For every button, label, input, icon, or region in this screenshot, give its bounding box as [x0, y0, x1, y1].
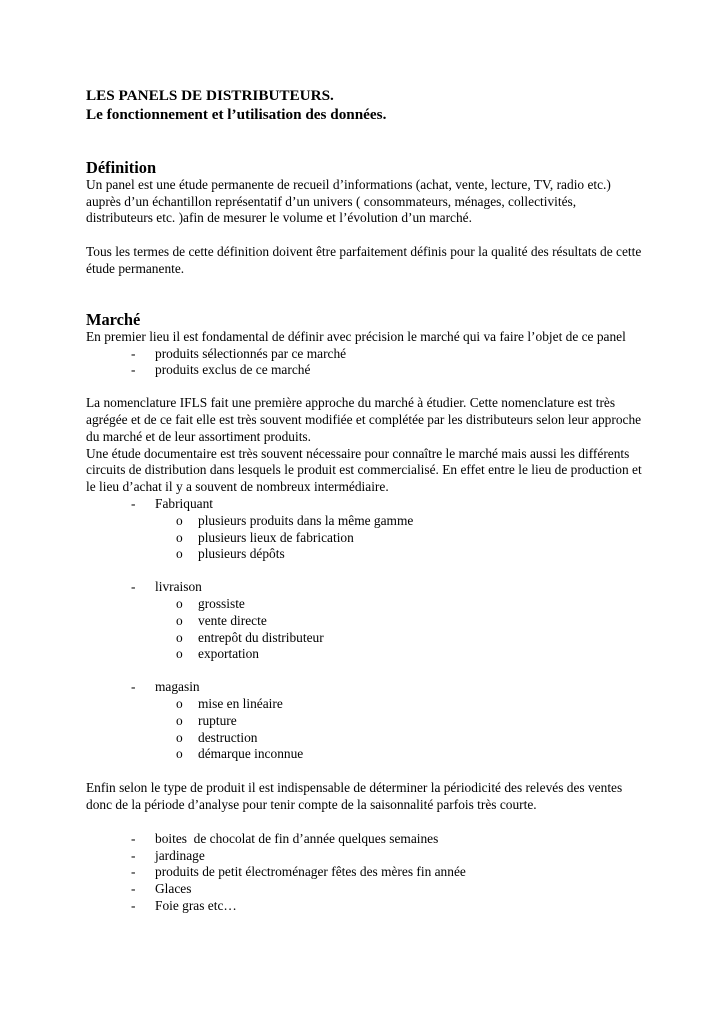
- dash-bullet: -: [131, 864, 136, 880]
- list-item-text: produits de petit électroménager fêtes des mères fin année: [155, 864, 466, 880]
- circuit-label: magasin: [155, 679, 200, 695]
- market-scope-list: [86, 346, 646, 380]
- list-item: [86, 630, 646, 647]
- circle-bullet: o: [176, 712, 183, 728]
- dash-bullet: -: [131, 579, 136, 595]
- circle-bullet: o: [176, 612, 183, 628]
- distribution-circuits-list: [86, 496, 646, 513]
- list-item-text: entrepôt du distributeur: [198, 629, 324, 645]
- list-item-text: plusieurs dépôts: [198, 546, 285, 562]
- circle-bullet: o: [176, 629, 183, 645]
- circuit-item-fabriquant: [86, 496, 646, 513]
- list-item: [86, 881, 646, 898]
- marche-intro-paragraph: En premier lieu il est fondamental de définir avec précision le marché qui va faire l’objet de ce panel: [86, 328, 626, 344]
- circuit-item-magasin: [86, 679, 646, 696]
- marche-heading: Marché: [86, 309, 141, 329]
- document-title-line-1: LES PANELS DE DISTRIBUTEURS.: [86, 87, 334, 104]
- list-item: [86, 831, 646, 848]
- list-item-text: Glaces: [155, 881, 192, 897]
- dash-bullet: -: [131, 495, 136, 511]
- periodicite-paragraph: Enfin selon le type de produit il est indispensable de déterminer la périodicité des relevés des ventes donc de la période d’analyse pour tenir compte de la saisonnalité parfois très courte.: [86, 780, 623, 812]
- list-item-text: vente directe: [198, 612, 267, 628]
- list-item-text: produits exclus de ce marché: [155, 362, 311, 378]
- list-item-text: destruction: [198, 729, 258, 745]
- definition-paragraph: Un panel est une étude permanente de recueil d’informations (achat, vente, lecture, TV, radio etc.) auprès d’un échantillon représentatif d’un univers ( consommateurs, ménages, collectivités, distributeurs etc. )afin de mesurer le volume et l’évolution d’un marché.: [86, 176, 611, 226]
- list-item-text: mise en linéaire: [198, 695, 283, 711]
- definition-note-paragraph: Tous les termes de cette définition doivent être parfaitement définis pour la qualité des résultats de cette étude permanente.: [86, 244, 642, 276]
- circle-bullet: o: [176, 729, 183, 745]
- livraison-sublist: [86, 596, 646, 663]
- circle-bullet: o: [176, 595, 183, 611]
- etude-documentaire-paragraph: Une étude documentaire est très souvent nécessaire pour connaître le marché mais aussi les différents circuits de distribution dans lesquels le produit est commercialisé. En effet entre le lieu de production et le lieu d’achat il y a souvent de nombreux intermédiaire.: [86, 445, 642, 495]
- list-item: [86, 346, 646, 363]
- definition-heading: Définition: [86, 157, 157, 177]
- circuit-item-livraison: [86, 579, 646, 596]
- list-item: [86, 646, 646, 663]
- list-item: [86, 696, 646, 713]
- list-item-text: plusieurs lieux de fabrication: [198, 529, 354, 545]
- list-item: [86, 898, 646, 915]
- fabriquant-sublist: [86, 513, 646, 563]
- list-item: [86, 864, 646, 881]
- dash-bullet: -: [131, 897, 136, 913]
- list-item-text: jardinage: [155, 847, 205, 863]
- list-item: [86, 848, 646, 865]
- list-item: [86, 713, 646, 730]
- list-item: [86, 596, 646, 613]
- list-item: [86, 730, 646, 747]
- circle-bullet: o: [176, 529, 183, 545]
- nomenclature-paragraph: La nomenclature IFLS fait une première approche du marché à étudier. Cette nomenclature est très agrégée et de ce fait elle est très souvent modifiée et complétée par les distributeurs selon leur approche du marché et de leur assortiment produits.: [86, 395, 642, 444]
- list-item-text: démarque inconnue: [198, 746, 304, 762]
- list-item-text: rupture: [198, 712, 237, 728]
- list-item: [86, 746, 646, 763]
- circle-bullet: o: [176, 746, 183, 762]
- dash-bullet: -: [131, 847, 136, 863]
- circle-bullet: o: [176, 646, 183, 662]
- list-item-text: Foie gras etc…: [155, 897, 237, 913]
- circle-bullet: o: [176, 512, 183, 528]
- list-item: [86, 613, 646, 630]
- list-item-text: plusieurs produits dans la même gamme: [198, 512, 414, 528]
- circle-bullet: o: [176, 546, 183, 562]
- dash-bullet: -: [131, 881, 136, 897]
- list-item: [86, 546, 646, 563]
- dash-bullet: -: [131, 362, 136, 378]
- magasin-sublist: [86, 696, 646, 763]
- circuit-label: Fabriquant: [155, 495, 214, 511]
- list-item-text: grossiste: [198, 595, 245, 611]
- list-item-text: exportation: [198, 646, 259, 662]
- circle-bullet: o: [176, 695, 183, 711]
- period-examples-list: [86, 831, 646, 915]
- dash-bullet: -: [131, 830, 136, 846]
- list-item-text: boites de chocolat de fin d’année quelques semaines: [155, 830, 439, 846]
- document-title-line-2: Le fonctionnement et l’utilisation des données.: [86, 106, 387, 124]
- circuit-label: livraison: [155, 579, 202, 595]
- distribution-circuits-list-2: [86, 579, 646, 596]
- document-page: [86, 86, 646, 915]
- list-item-text: produits sélectionnés par ce marché: [155, 345, 347, 361]
- list-item: [86, 362, 646, 379]
- dash-bullet: -: [131, 679, 136, 695]
- dash-bullet: -: [131, 345, 136, 361]
- list-item: [86, 530, 646, 547]
- distribution-circuits-list-3: [86, 679, 646, 696]
- list-item: [86, 513, 646, 530]
